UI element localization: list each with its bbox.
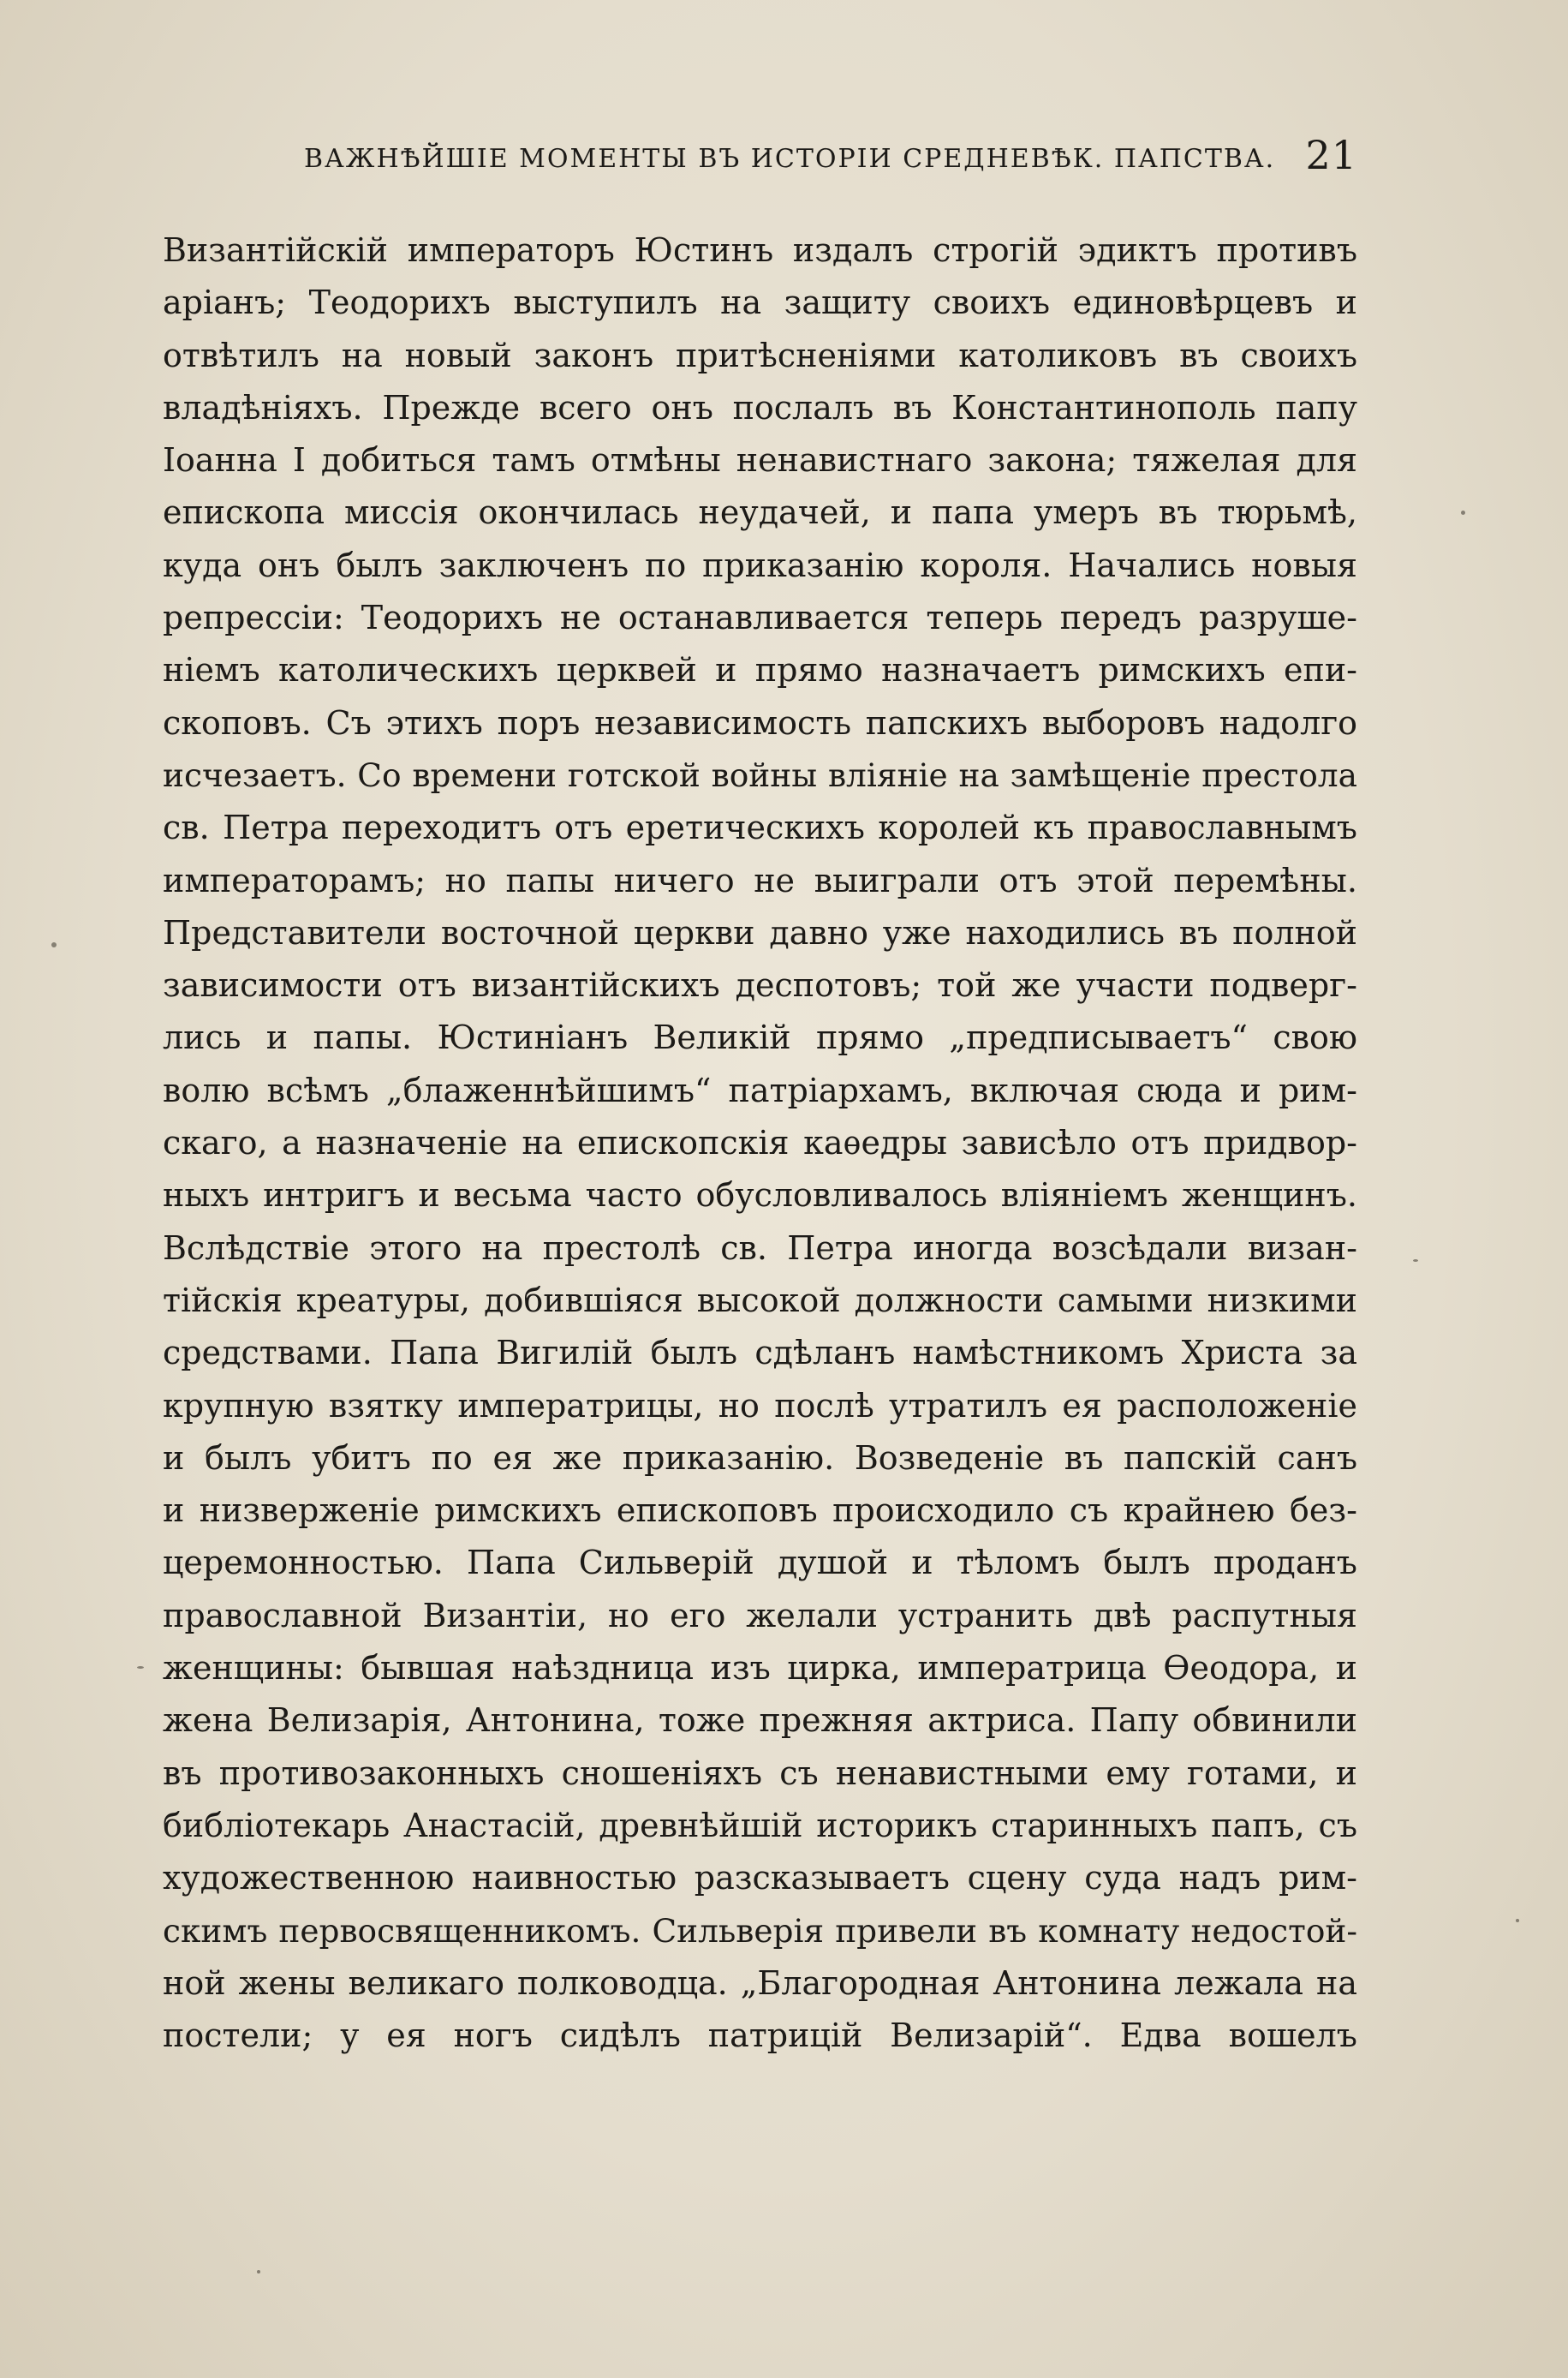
text-line: и низверженіе римскихъ епископовъ происходило съ крайнею без- (163, 1491, 1357, 1530)
text-line: художественною наивностью разсказываетъ сцену суда надъ рим- (163, 1859, 1357, 1897)
text-line: волю всѣмъ „блаженнѣйшимъ“ патріархамъ, включая сюда и рим- (163, 1071, 1357, 1109)
text-line: средствами. Папа Вигилій былъ сдѣланъ намѣстникомъ Христа за (163, 1334, 1357, 1372)
text-line: православной Византіи, но его желали устранить двѣ распутныя (163, 1596, 1357, 1634)
text-line: куда онъ былъ заключенъ по приказанію короля. Начались новыя (163, 546, 1357, 584)
paper-speck (1413, 1259, 1418, 1262)
text-line: Византійскій императоръ Юстинъ издалъ строгій эдиктъ противъ (163, 231, 1357, 269)
text-line: отвѣтилъ на новый законъ притѣсненіями католиковъ въ своихъ (163, 336, 1357, 374)
text-line: исчезаетъ. Со времени готской войны вліяніе на замѣщеніе престола (163, 756, 1357, 794)
text-line: лись и папы. Юстиніанъ Великій прямо „предписываетъ“ свою (163, 1019, 1357, 1057)
text-line: аріанъ; Теодорихъ выступилъ на защиту своихъ единовѣрцевъ и (163, 284, 1357, 322)
paper-speck (257, 2270, 260, 2273)
text-line: ной жены великаго полководца. „Благородная Антонина лежала на (163, 1963, 1357, 2002)
text-line: Представители восточной церкви давно уже находились въ полной (163, 913, 1357, 952)
text-line: Вслѣдствіе этого на престолѣ св. Петра иногда возсѣдали визан- (163, 1228, 1357, 1267)
text-line: жена Велизарія, Антонина, тоже прежняя актриса. Папу обвинили (163, 1701, 1357, 1740)
text-line: скоповъ. Съ этихъ поръ независимость папскихъ выборовъ надолго (163, 703, 1357, 742)
text-line: владѣніяхъ. Прежде всего онъ послалъ въ Константинополь папу (163, 388, 1357, 427)
text-line: скаго, а назначеніе на епископскія каѳедры зависѣло отъ придвор- (163, 1124, 1357, 1162)
text-line: императорамъ; но папы ничего не выиграли отъ этой перемѣны. (163, 861, 1357, 899)
text-line: Іоанна I добиться тамъ отмѣны ненавистнаго закона; тяжелая для (163, 441, 1357, 480)
text-line: св. Петра переходитъ отъ еретическихъ королей къ православнымъ (163, 809, 1357, 847)
text-line: репрессіи: Теодорихъ не останавливается теперь передъ разруше- (163, 599, 1357, 637)
text-line: зависимости отъ византійскихъ деспотовъ; той же участи подверг- (163, 966, 1357, 1005)
text-line: ніемъ католическихъ церквей и прямо назначаетъ римскихъ епи- (163, 651, 1357, 690)
text-line: и былъ убитъ по ея же приказанію. Возведеніе въ папскій санъ (163, 1438, 1357, 1477)
text-line: ныхъ интригъ и весьма часто обусловливалось вліяніемъ женщинъ. (163, 1176, 1357, 1215)
text-line: епископа миссія окончилась неудачей, и папа умеръ въ тюрьмѣ, (163, 493, 1357, 532)
running-header (163, 128, 1357, 188)
paper-speck (1516, 1919, 1519, 1922)
text-line: скимъ первосвященникомъ. Сильверія привели въ комнату недостой- (163, 1911, 1357, 1950)
text-line: библіотекарь Анастасій, древнѣйшій историкъ старинныхъ папъ, съ (163, 1806, 1357, 1844)
body-text (163, 224, 1357, 2062)
paper-speck (137, 1666, 144, 1669)
paper-speck (51, 942, 57, 947)
page-number: 21 (1305, 132, 1357, 178)
text-line: въ противозаконныхъ сношеніяхъ съ ненавистными ему готами, и (163, 1754, 1357, 1792)
paper-speck (1461, 511, 1465, 515)
running-title: ВАЖНѢЙШІЕ МОМЕНТЫ ВЪ ИСТОРІИ СРЕДНЕВѢК. ПАПСТВА. (304, 144, 1276, 174)
text-line: постели; у ея ногъ сидѣлъ патрицій Велизарій“. Едва вошелъ (163, 2017, 1357, 2055)
text-line: женщины: бывшая наѣздница изъ цирка, императрица Ѳеодора, и (163, 1649, 1357, 1688)
text-line: крупную взятку императрицы, но послѣ утратилъ ея расположеніе (163, 1386, 1357, 1425)
text-line: тійскія креатуры, добившіяся высокой должности самыми низкими (163, 1281, 1357, 1319)
text-line: церемонностью. Папа Сильверій душой и тѣломъ былъ проданъ (163, 1544, 1357, 1582)
